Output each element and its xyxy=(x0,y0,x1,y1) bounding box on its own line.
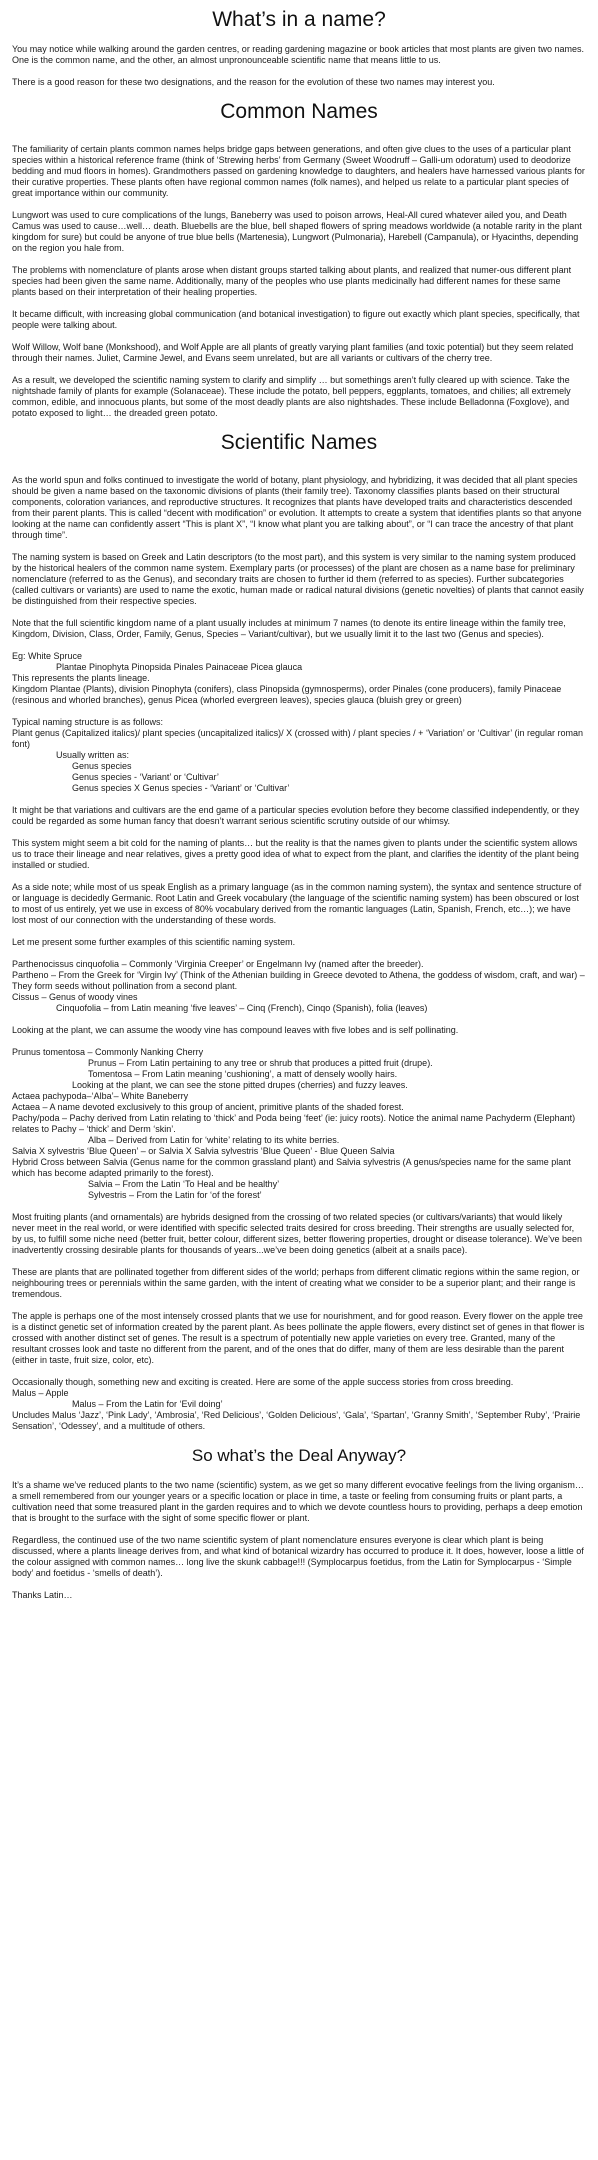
common-paragraph: Lungwort was used to cure complications of the lungs, Baneberry was used to poison arrows, Heal-All cured whatever ailed you, and Death Camus was used to cause…well… death. Bluebells are the blue, bell shaped flowers of spring meadows worldwide (a notable rarity in the plant kingdom for sure) but could be anyone of true blue bells (Martenesia), Lungwort (Pulmonaria), Harebell (Campanula), or Hyacinths, depending on the region you hale from. xyxy=(12,210,582,253)
prunus-actaea-salvia-examples xyxy=(12,1047,586,1201)
deal-section xyxy=(12,1480,586,1601)
scientific-paragraph: It might be that variations and cultivars are the end game of a particular species evolution before they become classified independently, or they could be regarded as some human fancy that doesn’t warrant serious scientific scrutiny outside of our whimsy. xyxy=(12,805,580,826)
common-names-heading: Common Names xyxy=(220,100,378,123)
example-line: Prunus – From Latin pertaining to any tree or shrub that produces a pitted fruit (drupe). xyxy=(88,1058,433,1068)
deal-paragraph: Thanks Latin… xyxy=(12,1590,73,1600)
common-paragraph: The problems with nomenclature of plants arose when distant groups started talking about plants, and realized that numer-ous different plant species had been given the same name. Additionally, many of the peoples who use plants medicinally had different names for these same plants based on their interpretation of their healing properties. xyxy=(12,265,572,297)
common-paragraph: As a result, we developed the scientific naming system to clarify and simplify … but somethings aren’t fully cleared up with science. Take the nightshade family of plants for example (Solanaceae). These include the potato, bell peppers, eggplants, tomatoes, and chilies; all extremely common, edible, and innocuous plants, but some of the most deadly plants are also nightshades. These include Belladonna (Foxglove), and potato exposed to light… the dreaded green potato. xyxy=(12,375,571,418)
scientific-paragraph: This system might seem a bit cold for the naming of plants… but the reality is that the names given to plants under the scientific system allows us to trace their lineage and near relatives, gives a pretty good idea of what to expect from the plant, and clarifies the identity of the plant being installed or studied. xyxy=(12,838,579,870)
spruce-example xyxy=(12,651,586,706)
example-line: Parthenocissus cinquofolia – Commonly ‘Virginia Creeper’ or Engelmann Ivy (named after the breeder). xyxy=(12,959,424,969)
intro-section xyxy=(12,44,586,88)
scientific-paragraph: Let me present some further examples of this scientific naming system. xyxy=(12,937,296,947)
example-line: Tomentosa – From Latin meaning ‘cushioning’, a matt of densely woolly hairs. xyxy=(88,1069,398,1079)
scientific-paragraph: Most fruiting plants (and ornamentals) are hybrids designed from the crossing of two related species (or cultivars/variants) that would likely never meet in the real world, or were identified with specific selected traits desired for cross breeding. Their strengths are usually selected for, by us, to fulfill some niche need (better fruit, better colour, different sizes, better flowering properties, drought or disease tolerance). We’ve been inadvertently crossing desirable plants for thousands of years...we’ve been doing genetics (albeit at a snails pace). xyxy=(12,1212,582,1255)
structure-rule: Plant genus (Capitalized italics)/ plant species (uncapitalized italics)/ X (crossed with) / plant species / + ‘Variation’ or ‘Cultivar’ (in regular roman font) xyxy=(12,728,583,749)
scientific-paragraph: Note that the full scientific kingdom name of a plant usually includes at minimum 7 names (to denote its entire lineage within the family tree, Kingdom, Division, Class, Order, Family, Genus, Species – Variant/cultivar), but we usually limit it to the last two (Genus and species). xyxy=(12,618,566,639)
common-names-section xyxy=(12,144,586,419)
scientific-paragraph: Looking at the plant, we can assume the woody vine has compound leaves with five lobes and is self pollinating. xyxy=(12,1025,459,1035)
example-line: Alba – Derived from Latin for ‘white’ relating to its white berries. xyxy=(88,1135,340,1145)
example-line: Malus – Apple xyxy=(12,1388,69,1398)
scientific-names-section xyxy=(12,475,586,1432)
deal-paragraph: It’s a shame we’ve reduced plants to the two name (scientific) system, as we get so many different evocative feelings from the living organism… a smell remembered from our younger years or a specific location or place in time, a taste or feeling from consuming fruits or plant parts, a cultivation need that some treasured plant in the garden requires and to which we devote countless hours to providing, perhaps a deep emotion that is brought to the surface with the sight of some specific flower or plant. xyxy=(12,1480,584,1523)
apple-examples xyxy=(12,1377,586,1432)
example-line: Salvia – From the Latin ‘To Heal and be healthy’ xyxy=(88,1179,280,1189)
example-label: Eg: White Spruce xyxy=(12,651,83,661)
scientific-paragraph: As the world spun and folks continued to investigate the world of botany, plant physiology, and hybridizing, it was decided that all plant species should be given a name based on the taxonomic divisions of plants (their family tree). Taxonomy classifies plants based on their structural components, coloration variances, and reproductive structures. It recognizes that plants have developed traits and characteristics descended from their parent plants. This is called “decent with modification” or evolution. It attempts to create a system that identifies plants so that anyone looking at the name can confidently assert “This is plant X”, “I know what plant you are talking about”, or “I can trace the ancestry of that plant through time”. xyxy=(12,475,582,540)
naming-structure xyxy=(12,717,586,794)
intro-paragraph: There is a good reason for these two designations, and the reason for the evolution of these two names may interest you. xyxy=(12,77,495,87)
deal-paragraph: Regardless, the continued use of the two name scientific system of plant nomenclature ensures everyone is clear which plant is being discussed, where a plants lineage derives from, and what kind of botanical wizardry has occurred to produce it. It does, however, loose a little of the colour assigned with common names… long live the skunk cabbage!!! (Symplocarpus foetidus, from the Latin for Symplocarpus - ‘Simple body’ and foetidus - ‘smells of death’). xyxy=(12,1535,584,1578)
common-paragraph: It became difficult, with increasing global communication (and botanical investigation) to figure out exactly which plant species, specifically, that people were talking about. xyxy=(12,309,580,330)
example-line: Occasionally though, something new and exciting is created. Here are some of the apple success stories from cross breeding. xyxy=(12,1377,514,1387)
structure-usually: Usually written as: xyxy=(56,750,130,760)
example-line: Looking at the plant, we can see the stone pitted drupes (cherries) and fuzzy leaves. xyxy=(72,1080,408,1090)
example-taxa: Plantae Pinophyta Pinopsida Pinales Painaceae Picea glauca xyxy=(56,662,303,672)
example-line: Partheno – From the Greek for ‘Virgin Ivy’ (Think of the Athenian building in Greece devoted to Athena, the goddess of wisdom, craft, and war) –They form seeds without pollination from a second plant. xyxy=(12,970,585,991)
common-paragraph: Wolf Willow, Wolf bane (Monkshood), and Wolf Apple are all plants of greatly varying plant families (and toxic potential) but they seem related through their names. Juliet, Carmine Jewel, and Evans seem unrelated, but are all variants or cultivars of the cherry tree. xyxy=(12,342,574,363)
structure-form: Genus species xyxy=(72,761,132,771)
common-paragraph: The familiarity of certain plants common names helps bridge gaps between generations, and often give clues to the uses of a particular plant species within a historical reference frame (think of ‘Strewing herbs’ from Germany (Sweet Woodruff – Galli-um odoratum) used to deodorize bedding and mud floors in homes). Grandmothers passed on gardening knowledge to daughters, and healers have harnessed various plants for their curative properties. These plants often have regional common names (folk names), and helped us relate to a particular plant species of great importance within our community. xyxy=(12,144,585,198)
example-represents: This represents the plants lineage. xyxy=(12,673,150,683)
structure-form: Genus species - ‘Variant’ or ‘Cultivar’ xyxy=(72,772,219,782)
example-line: Hybrid Cross between Salvia (Genus name for the common grassland plant) and Salvia sylvestris (A genus/species name for the same plant which has become adapted primarily to the forest). xyxy=(12,1157,571,1178)
structure-intro: Typical naming structure is as follows: xyxy=(12,717,164,727)
example-line: Salvia X sylvestris ‘Blue Queen’ – or Salvia X Salvia sylvestris ‘Blue Queen’ - Blue Queen Salvia xyxy=(12,1146,395,1156)
example-line: Sylvestris – From the Latin for ‘of the forest’ xyxy=(88,1190,262,1200)
example-line: Malus – From the Latin for ‘Evil doing’ xyxy=(72,1399,223,1409)
parthenocissus-example xyxy=(12,959,586,1014)
scientific-names-heading: Scientific Names xyxy=(220,431,378,454)
intro-paragraph: You may notice while walking around the garden centres, or reading gardening magazine or book articles that most plants are given two names. One is the common name, and the other, an almost unpronounceable scientific name that means little to us. xyxy=(12,44,584,65)
example-line: Actaea – A name devoted exclusively to this group of ancient, primitive plants of the shaded forest. xyxy=(12,1102,404,1112)
example-line: Cinquofolia – from Latin meaning ‘five leaves’ – Cinq (French), Cinqo (Spanish), folia (leaves) xyxy=(56,1003,428,1013)
example-line: Uncludes Malus ‘Jazz’, ‘Pink Lady’, ‘Ambrosia’, ‘Red Delicious’, ‘Golden Delicious’, ‘Gala’, ‘Spartan’, ‘Granny Smith’, ‘September Ruby’, ‘Prairie Sensation’, ‘Odessey’, and a multitude of others. xyxy=(12,1410,581,1431)
example-line: Cissus – Genus of woody vines xyxy=(12,992,138,1002)
example-lineage: Kingdom Plantae (Plants), division Pinophyta (conifers), class Pinopsida (gymnosperms), order Pinales (cone producers), family Pinaceae (resinous and whorled branches), genus Picea (whorled evergreen leaves), species glauca (bluish grey or green) xyxy=(12,684,562,705)
scientific-paragraph: As a side note; while most of us speak English as a primary language (as in the common naming system), the syntax and sentence structure of or language is decidedly Germanic. Root Latin and Greek vocabulary (the language of the scientific naming system) has been obscured or lost to most of us entirely, yet we use in excess of 80% vocabulary derived from the romantic languages (Latin, Spanish, French, etc…); we have lost most of our connection with the understanding of these words. xyxy=(12,882,582,925)
structure-form: Genus species X Genus species - ‘Variant’ or ‘Cultivar’ xyxy=(72,783,290,793)
example-line: Prunus tomentosa – Commonly Nanking Cherry xyxy=(12,1047,204,1057)
deal-heading: So what’s the Deal Anyway? xyxy=(191,1446,407,1465)
scientific-paragraph: The apple is perhaps one of the most intensely crossed plants that we use for nourishment, and for good reason. Every flower on the apple tree is a distinct genetic set of information created by the parent plant. As bees pollinate the apple flowers, every distinct set of genes in that flower is crossed with another distinct set of genes. The result is a spectrum of potentially new apple varieties on every tree. Granted, many of the resultant crosses look and taste no different from the parent, and of the ones that do differ, many of them are less desirable than the parent (either in taste, fruit size, color, etc). xyxy=(12,1311,585,1365)
page-title: What’s in a name? xyxy=(212,8,386,31)
example-line: Actaea pachypoda–‘Alba’– White Baneberry xyxy=(12,1091,189,1101)
scientific-paragraph: The naming system is based on Greek and Latin descriptors (to the most part), and this system is very similar to the naming system produced by the historical healers of the common name system. Exemplary parts (or processes) of the plant are chosen as a name base for preliminary nomenclature (referred to as the Genus), and secondary traits are chosen to further id them (referred to as species). Further subcategories (called cultivars or variants) are used to name the exotic, human made or radical natural divisions (genetic novelties) of plants that cannot easily be distinguished from their respective species. xyxy=(12,552,584,606)
scientific-paragraph: These are plants that are pollinated together from different sides of the world; perhaps from different climatic regions within the same region, or neighbouring trees or perennials within the same garden, with the intent of creating what we consider to be a superior plant; and their range is tremendous. xyxy=(12,1267,580,1299)
example-line: Pachy/poda – Pachy derived from Latin relating to ‘thick’ and Poda being ‘feet’ (ie: juicy roots). Notice the animal name Pachyderm (Elephant) relates to Pachy – ‘thick’ and Derm ‘skin’. xyxy=(12,1113,576,1134)
